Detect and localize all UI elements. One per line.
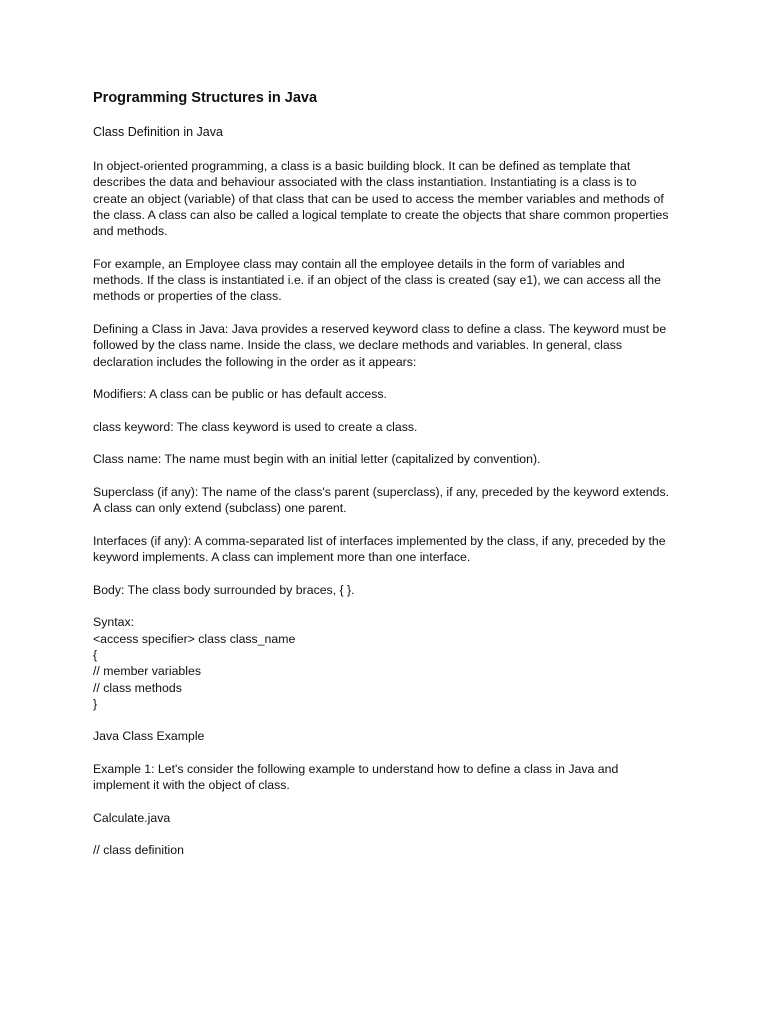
syntax-line: // member variables [93,664,201,679]
document-title: Programming Structures in Java [93,90,318,106]
example-intro: Example 1: Let's consider the following example to understand how to define a class in Java and implement it with the object of class. [93,761,619,793]
paragraph-class-name: Class name: The name must begin with an initial letter (capitalized by convention). [93,452,541,467]
paragraph-class-keyword: class keyword: The class keyword is used to create a class. [93,419,418,434]
section-subtitle: Class Definition in Java [93,125,223,139]
syntax-line: <access specifier> class class_name [93,631,296,646]
paragraph-body: Body: The class body surrounded by braces, { }. [93,582,355,597]
paragraph-class-intro: In object-oriented programming, a class is a basic building block. It can be defined as template that describes the data and behaviour associated with the class instantiation. Instantiating is a class is to create an object (variable) of that class that can be used to access the member variables and methods of the class. A class can also be called a logical template to create the objects that share common properties and methods. [93,159,669,239]
paragraph-employee-example: For example, an Employee class may contain all the employee details in the form of variables and methods. If the class is instantiated i.e. if an object of the class is created (say e1), we can access all the methods or properties of the class. [93,256,661,304]
syntax-line: } [93,696,98,711]
syntax-block [93,614,673,712]
code-comment: // class definition [93,843,184,858]
paragraph-superclass: Superclass (if any): The name of the class's parent (superclass), if any, preceded by the keyword extends. A class can only extend (subclass) one parent. [93,484,670,516]
syntax-label: Syntax: [93,615,135,630]
example-heading: Java Class Example [93,729,205,744]
paragraph-modifiers: Modifiers: A class can be public or has default access. [93,387,387,402]
syntax-line: // class methods [93,680,182,695]
paragraph-interfaces: Interfaces (if any): A comma-separated list of interfaces implemented by the class, if any, preceded by the keyword implements. A class can implement more than one interface. [93,533,666,565]
document-page [93,88,673,875]
file-name: Calculate.java [93,810,171,825]
syntax-line: { [93,647,98,662]
paragraph-defining-class: Defining a Class in Java: Java provides a reserved keyword class to define a class. The keyword must be followed by the class name. Inside the class, we declare methods and variables. In general, class declaration includes the following in the order as it appears: [93,321,667,369]
